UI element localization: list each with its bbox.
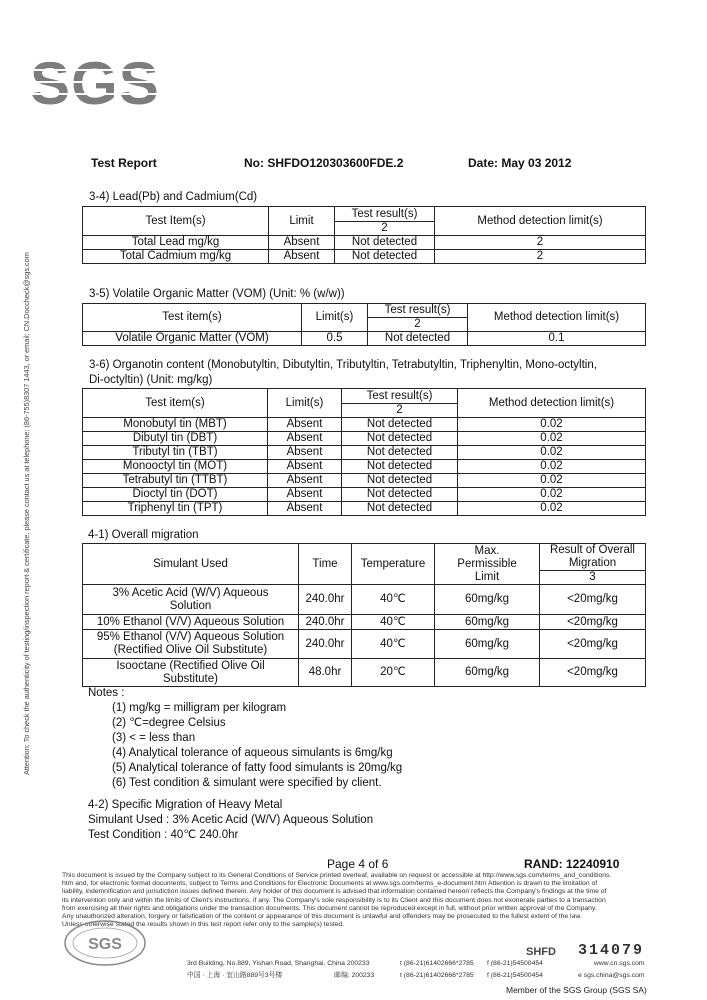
rand-number: RAND: 12240910: [524, 857, 620, 871]
col-header: Test item(s): [83, 304, 302, 332]
col-header: Test Item(s): [83, 207, 269, 236]
cell: Not detected: [335, 250, 435, 264]
disclaimer: [62, 872, 662, 929]
cell: Absent: [268, 432, 342, 446]
seal-text: SGS: [88, 936, 122, 953]
table-row: [83, 502, 646, 516]
table-row: [83, 250, 646, 264]
col-header: Simulant Used: [83, 544, 299, 585]
cell: Dibutyl tin (DBT): [83, 432, 268, 446]
notes-heading: Notes :: [88, 687, 125, 699]
sgs-logo: [28, 52, 163, 110]
cell: Not detected: [335, 236, 435, 250]
section-3-6-title: [89, 358, 597, 388]
table-row: [83, 460, 646, 474]
cell: Not detected: [342, 460, 458, 474]
report-number: No: SHFDO120303600FDE.2: [244, 156, 404, 170]
zip-cn: 邮编: 200233: [334, 972, 375, 979]
organotin-table: [82, 388, 646, 516]
cell: <20mg/kg: [540, 585, 646, 615]
cell: 240.0hr: [299, 615, 352, 630]
svg-text:SGS: SGS: [30, 52, 160, 110]
col-header: Method detection limit(s): [468, 304, 646, 332]
section-3-6-title-line1: 3-6) Organotin content (Monobutyltin, Dibutyltin, Tributyltin, Tetrabutyltin, Triphenyltin, Mono-octyltin,: [89, 359, 597, 371]
disclaimer-line: This document is issued by the Company subject to its General Conditions of Service printed overleaf, available on request or accessible at http://www.sgs.com/terms_and_conditions.: [62, 872, 612, 879]
telephone: t (86-21)61402666*2785: [400, 960, 474, 967]
cell: 40℃: [352, 615, 435, 630]
address-cn: 中国 · 上海 · 宜山路889号3号楼: [187, 972, 283, 979]
col-header: Test result(s): [335, 207, 435, 222]
note-item: (5) Analytical tolerance of fatty food simulants is 20mg/kg: [112, 762, 403, 774]
section-4-2: [88, 798, 373, 843]
cell: 40℃: [352, 585, 435, 615]
cell: Absent: [268, 460, 342, 474]
cell: 240.0hr: [299, 585, 352, 615]
table-row: [83, 630, 646, 659]
cell: Monooctyl tin (MOT): [83, 460, 268, 474]
cell: Volatile Organic Matter (VOM): [83, 332, 302, 346]
cell: 60mg/kg: [435, 585, 540, 615]
cell: 95% Ethanol (V/V) Aqueous Solution (Rectified Olive Oil Substitute): [83, 630, 299, 659]
table-row: [83, 332, 646, 346]
cell: 0.1: [468, 332, 646, 346]
cell: 0.02: [458, 502, 646, 516]
vom-table: [82, 303, 646, 346]
sgs-seal-stamp: [62, 918, 148, 968]
col-header: Limit: [269, 207, 335, 236]
table-row: [83, 418, 646, 432]
note-item: (2) ℃=degree Celsius: [112, 717, 226, 729]
overall-migration-table: [82, 543, 646, 687]
col-header: Method detection limit(s): [458, 389, 646, 418]
cell: 40℃: [352, 630, 435, 659]
fax: f (86-21)54500454: [487, 960, 543, 967]
cell: Not detected: [342, 502, 458, 516]
cell: Not detected: [342, 432, 458, 446]
section-3-6-title-line2: Di-octyltin) (Unit: mg/kg): [89, 374, 213, 386]
cell: 0.02: [458, 432, 646, 446]
test-condition: Test Condition : 40℃ 240.0hr: [88, 829, 239, 841]
col-header: Test result(s): [368, 304, 468, 318]
section-3-4-title: 3-4) Lead(Pb) and Cadmium(Cd): [89, 191, 258, 203]
cell: 48.0hr: [299, 659, 352, 687]
disclaimer-line: liability, indemnification and jurisdiction issues defined therein. Any holder of this document is advised that information contained hereon reflects the Company's findings at the time of: [62, 888, 607, 896]
cell: Dioctyl tin (DOT): [83, 488, 268, 502]
cell: Not detected: [342, 418, 458, 432]
cell: 0.02: [458, 488, 646, 502]
cell: 60mg/kg: [435, 659, 540, 687]
cell: 0.02: [458, 474, 646, 488]
cell: Monobutyl tin (MBT): [83, 418, 268, 432]
cell: Isooctane (Rectified Olive Oil Substitute): [83, 659, 299, 687]
member-text: Member of the SGS Group (SGS SA): [506, 985, 647, 995]
sample-number: 2: [342, 404, 458, 418]
col-header: Temperature: [352, 544, 435, 585]
table-row: [83, 446, 646, 460]
address-en: 3rd Building, No.889, Yishan Road, Shanghai, China 200233: [187, 960, 370, 967]
cell: Not detected: [342, 446, 458, 460]
contact-block-2: [487, 958, 543, 982]
cell: Absent: [268, 418, 342, 432]
sample-number: 2: [335, 222, 435, 236]
notes: [88, 686, 402, 791]
section-4-1-title: 4-1) Overall migration: [88, 529, 199, 541]
col-header: Result of Overall Migration: [540, 544, 646, 571]
sample-number: 2: [368, 318, 468, 332]
table-row: [83, 236, 646, 250]
col-header: Max. Permissible Limit: [435, 544, 540, 585]
shfd-label: SHFD: [526, 946, 556, 958]
col-header: Limit(s): [268, 389, 342, 418]
note-item: (3) < = less than: [112, 732, 196, 744]
address-block: [187, 958, 374, 982]
cell: 0.02: [458, 460, 646, 474]
report-title: Test Report: [91, 156, 157, 170]
note-item: (1) mg/kg = milligram per kilogram: [112, 702, 287, 714]
contact-block-1: [400, 958, 474, 982]
col-header: Limit(s): [302, 304, 368, 332]
disclaimer-line: Any unauthorized alteration, forgery or falsification of the content or appearance of this document is unlawful and offenders may be prosecuted to the fullest extent of the law.: [62, 913, 582, 921]
cell: Not detected: [342, 488, 458, 502]
cell: 2: [435, 250, 646, 264]
cell: 0.02: [458, 446, 646, 460]
section-4-2-title: 4-2) Specific Migration of Heavy Metal: [88, 799, 283, 811]
cell: Absent: [268, 474, 342, 488]
table-row: [83, 659, 646, 687]
cell: Absent: [268, 502, 342, 516]
table-row: [83, 488, 646, 502]
disclaimer-line: Unless otherwise stated the results shown in this test report refer only to the sample(s) tested.: [62, 921, 345, 929]
table-row: [83, 432, 646, 446]
col-header: Method detection limit(s): [435, 207, 646, 236]
cell: 60mg/kg: [435, 615, 540, 630]
disclaimer-line: its intervention only and within the limits of Client's instructions, if any. The Company's sole responsibility is to its Client and this document does not exonerate parties to a transaction: [62, 896, 606, 904]
col-header: Test item(s): [83, 389, 268, 418]
cell: <20mg/kg: [540, 659, 646, 687]
cell: 20℃: [352, 659, 435, 687]
page-number: Page 4 of 6: [327, 857, 389, 871]
fax: f (86-21)54500454: [487, 972, 543, 979]
cell: Triphenyl tin (TPT): [83, 502, 268, 516]
cell: <20mg/kg: [540, 615, 646, 630]
col-header: Time: [299, 544, 352, 585]
cell: 3% Acetic Acid (W/V) Aqueous Solution: [83, 585, 299, 615]
cell: Absent: [268, 488, 342, 502]
email: e sgs.china@sgs.com: [578, 972, 645, 979]
disclaimer-line: from exercising all their rights and obligations under the transaction documents. This document cannot be reproduced except in full, without prior written approval of the Company.: [62, 904, 597, 912]
cell: <20mg/kg: [540, 630, 646, 659]
report-date: Date: May 03 2012: [468, 156, 572, 170]
authenticity-notice: Attention: To check the authenticity of testing/inspection report & certificate, please contact us at telephone: (86-755)8307 1443, or email: CN.Doccheck@sgs.com: [22, 252, 31, 775]
cell: 0.5: [302, 332, 368, 346]
cell: 0.02: [458, 418, 646, 432]
table-row: [83, 474, 646, 488]
cell: Absent: [269, 250, 335, 264]
cell: 240.0hr: [299, 630, 352, 659]
cell: Not detected: [368, 332, 468, 346]
contact-block-3: [578, 958, 645, 982]
note-item: (4) Analytical tolerance of aqueous simulants is 6mg/kg: [112, 747, 393, 759]
cell: Absent: [268, 446, 342, 460]
cell: 2: [435, 236, 646, 250]
sample-number: 3: [540, 571, 646, 585]
note-item: (6) Test condition & simulant were specified by client.: [112, 777, 382, 789]
cell: 10% Ethanol (V/V) Aqueous Solution: [83, 615, 299, 630]
serial-number: 314079: [578, 942, 645, 959]
cell: Total Cadmium mg/kg: [83, 250, 269, 264]
simulant-used: Simulant Used : 3% Acetic Acid (W/V) Aqueous Solution: [88, 814, 374, 826]
section-3-5-title: 3-5) Volatile Organic Matter (VOM) (Unit: % (w/w)): [89, 288, 345, 300]
cell: Not detected: [342, 474, 458, 488]
cell: Total Lead mg/kg: [83, 236, 269, 250]
disclaimer-line: htm and, for electronic format documents, subject to Terms and Conditions for Electronic Documents at www.sgs.com/terms_e-document.htm Attention is drawn to the limitation of: [62, 880, 598, 888]
cell: 60mg/kg: [435, 630, 540, 659]
telephone: t (86-21)61402666*2785: [400, 972, 474, 979]
cell: Tetrabutyl tin (TTBT): [83, 474, 268, 488]
table-row: [83, 585, 646, 615]
table-row: [83, 615, 646, 630]
cell: Absent: [269, 236, 335, 250]
cell: Tributyl tin (TBT): [83, 446, 268, 460]
lead-cadmium-table: [82, 206, 646, 264]
col-header: Test result(s): [342, 389, 458, 404]
website: www.cn.sgs.com: [593, 960, 645, 967]
